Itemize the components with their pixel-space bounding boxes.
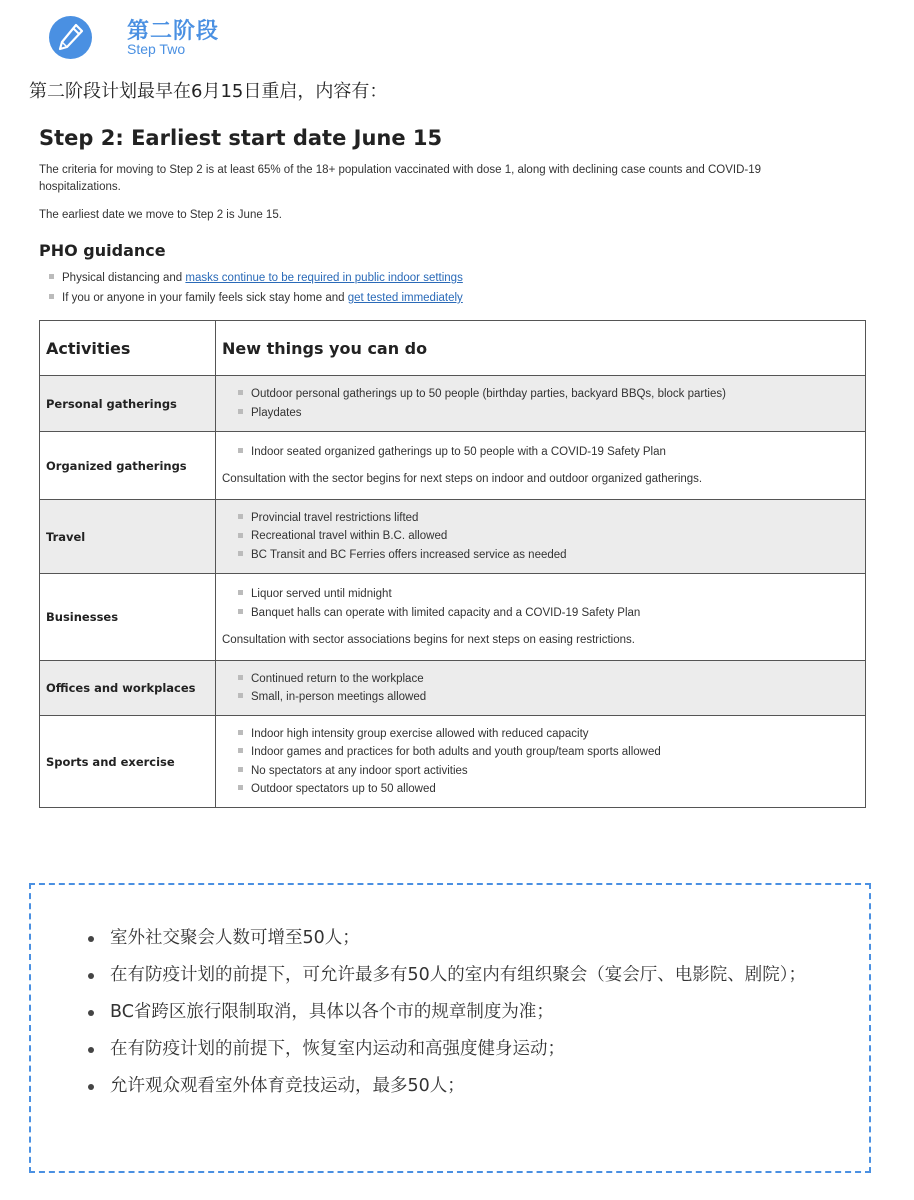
earliest-date-paragraph: The earliest date we move to Step 2 is June 15.	[39, 209, 282, 221]
summary-item	[88, 1068, 833, 1105]
section-subtitle: Step Two	[127, 41, 186, 57]
row-description	[216, 716, 866, 808]
row-category: Businesses	[40, 574, 216, 661]
list-item	[238, 762, 859, 781]
item-text: Indoor games and practices for both adults and youth group/team sports allowed	[251, 746, 661, 758]
list-item	[238, 585, 859, 604]
guidance-list	[49, 268, 463, 308]
list-item	[238, 404, 859, 423]
list-item	[238, 780, 859, 799]
guidance-item	[49, 288, 463, 308]
table-row	[40, 574, 866, 661]
item-text: Liquor served until midnight	[251, 588, 392, 600]
summary-text: 在有防疫计划的前提下，可允许最多有50人的室内有组织聚会（宴会厅、电影院、剧院）；	[110, 965, 807, 985]
step-badge	[49, 16, 92, 59]
row-note: Consultation with sector associations begins for next steps on easing restrictions.	[222, 634, 635, 646]
summary-box	[29, 883, 871, 1173]
row-description	[216, 432, 866, 500]
guidance-text: Physical distancing and	[62, 272, 186, 284]
bullet-icon	[238, 590, 243, 595]
item-text: Banquet halls can operate with limited capacity and a COVID-19 Safety Plan	[251, 606, 641, 619]
item-text: Provincial travel restrictions lifted	[251, 511, 419, 524]
row-category: Sports and exercise	[40, 716, 216, 808]
summary-text: 在有防疫计划的前提下，恢复室内运动和高强度健身运动；	[110, 1039, 565, 1059]
bullet-icon	[88, 1047, 94, 1053]
list-item	[238, 743, 859, 762]
bullet-icon	[88, 936, 94, 942]
list-item	[238, 688, 859, 707]
guidance-item	[49, 268, 463, 288]
section-title: 第二阶段	[127, 19, 220, 44]
list-item	[238, 725, 859, 744]
item-text: No spectators at any indoor sport activities	[251, 764, 468, 777]
table-row	[40, 661, 866, 716]
bullet-icon	[88, 973, 94, 979]
bullet-icon	[238, 730, 243, 735]
bullet-icon	[49, 274, 54, 279]
summary-item	[88, 957, 833, 994]
intro-paragraph: 第二阶段计划最早在6月15日重启，内容有：	[29, 81, 388, 102]
bullet-icon	[238, 448, 243, 453]
item-text: Indoor high intensity group exercise allowed with reduced capacity	[251, 727, 589, 740]
table-row	[40, 432, 866, 500]
get-tested-link[interactable]: get tested immediately	[347, 292, 463, 304]
masks-link[interactable]: masks continue to be required in public indoor settings	[185, 272, 463, 284]
bullet-icon	[238, 675, 243, 680]
bullet-icon	[238, 748, 243, 753]
item-text: BC Transit and BC Ferries offers increased service as needed	[251, 548, 567, 561]
summary-item	[88, 920, 833, 957]
row-category: Organized gatherings	[40, 432, 216, 500]
activities-column-header: Activities	[40, 321, 216, 376]
summary-text: 室外社交聚会人数可增至50人；	[110, 928, 360, 948]
criteria-paragraph: The criteria for moving to Step 2 is at least 65% of the 18+ population vaccinated with dose 1, along with declining case counts and COVID-19 hospitalizations.	[39, 164, 762, 193]
item-text: Continued return to the workplace	[251, 672, 424, 685]
row-category: Travel	[40, 500, 216, 574]
row-description	[216, 376, 866, 432]
summary-text: 允许观众观看室外体育竞技运动，最多50人；	[110, 1076, 465, 1096]
item-text: Small, in-person meetings allowed	[251, 691, 427, 703]
bullet-icon	[238, 533, 243, 538]
summary-item	[88, 994, 833, 1031]
row-description	[216, 661, 866, 716]
new-things-column-header: New things you can do	[216, 321, 866, 376]
bullet-icon	[88, 1084, 94, 1090]
activities-table	[39, 320, 866, 808]
guidance-heading: PHO guidance	[39, 241, 166, 260]
table-row	[40, 500, 866, 574]
guidance-text: If you or anyone in your family feels sick stay home and	[62, 292, 348, 304]
summary-text: BC省跨区旅行限制取消，具体以各个市的规章制度为准；	[110, 1002, 554, 1022]
bullet-icon	[88, 1010, 94, 1016]
item-text: Outdoor spectators up to 50 allowed	[251, 783, 436, 795]
summary-list	[88, 920, 833, 1105]
pencil-icon	[49, 16, 92, 59]
bullet-icon	[238, 409, 243, 414]
row-category: Offices and workplaces	[40, 661, 216, 716]
list-item	[238, 385, 859, 404]
step2-heading: Step 2: Earliest start date June 15	[39, 126, 443, 150]
bullet-icon	[49, 294, 54, 299]
bullet-icon	[238, 767, 243, 772]
item-text: Outdoor personal gatherings up to 50 people (birthday parties, backyard BBQs, block parties)	[251, 388, 726, 400]
table-row	[40, 716, 866, 808]
bullet-icon	[238, 609, 243, 614]
bullet-icon	[238, 693, 243, 698]
bullet-icon	[238, 551, 243, 556]
table-row	[40, 376, 866, 432]
bullet-icon	[238, 390, 243, 395]
item-text: Indoor seated organized gatherings up to 50 people with a COVID-19 Safety Plan	[251, 445, 666, 458]
list-item	[238, 509, 859, 528]
list-item	[238, 604, 859, 623]
bullet-icon	[238, 785, 243, 790]
row-note: Consultation with the sector begins for next steps on indoor and outdoor organized gatherings.	[222, 473, 703, 486]
row-description	[216, 574, 866, 661]
list-item	[238, 546, 859, 565]
list-item	[238, 443, 859, 462]
bullet-icon	[238, 514, 243, 519]
item-text: Recreational travel within B.C. allowed	[251, 530, 448, 543]
row-description	[216, 500, 866, 574]
item-text: Playdates	[251, 406, 302, 419]
row-category: Personal gatherings	[40, 376, 216, 432]
summary-item	[88, 1031, 833, 1068]
list-item	[238, 670, 859, 689]
table-header-row	[40, 321, 866, 376]
list-item	[238, 527, 859, 546]
